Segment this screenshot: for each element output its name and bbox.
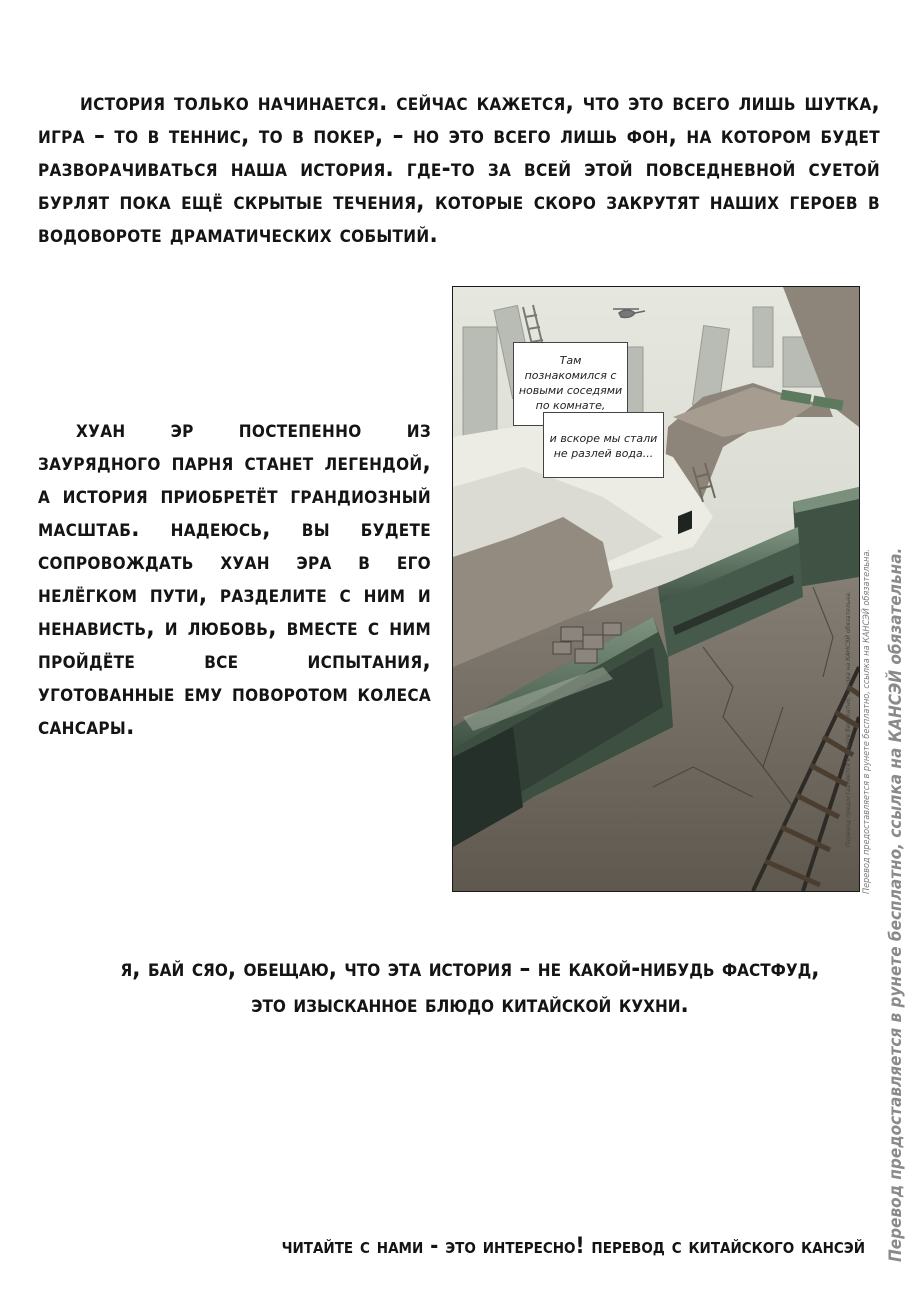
footer-credit: читайте с нами - это интересно! перевод с китайского кансэй	[281, 1234, 865, 1259]
illustration-credit: Перевод предоставляется в рунете бесплатно, ссылка на КАНСЭЙ обязательна.	[845, 591, 852, 847]
huan-er-paragraph: хуан эр постепенно из заурядного парня станет легендой, а история приобретёт грандиозный масштаб. надеюсь, вы будете сопровождать хуан эра в его нелёгком пути, разделите с ним и ненависть, и любовь, вместе с ним пройдёте все испытания, уготованные ему поворотом колеса сансары.	[38, 415, 431, 740]
translation-watermark: Перевод предоставляется в рунете бесплатно, ссылка на КАНСЭЙ обязательна.	[886, 547, 906, 1262]
promise-line-2: это изысканное блюдо китайской кухни.	[251, 990, 689, 1018]
author-promise	[60, 950, 880, 1022]
promise-line-1: я, бай сяо, обещаю, что эта история – не какой-нибудь фастфуд,	[120, 954, 820, 982]
speech-bubble-1: Там познакомился с новыми соседями по комнате,	[513, 342, 628, 426]
intro-paragraph: история только начинается. сейчас кажется, что это всего лишь шутка, игра – то в теннис, то в покер, – но это всего лишь фон, на котором будет разворачиваться наша история. где-то за всей этой повседневной суетой бурлят пока ещё скрытые течения, которые скоро закрутят наших героев в водовороте драматических событий.	[38, 88, 880, 248]
translation-note-small: Перевод предоставляется в рунете бесплатно, ссылка на КАНСЭЙ обязательна.	[862, 549, 872, 894]
speech-bubble-2: и вскоре мы стали не разлей вода...	[543, 412, 664, 478]
train-illustration	[452, 286, 860, 892]
